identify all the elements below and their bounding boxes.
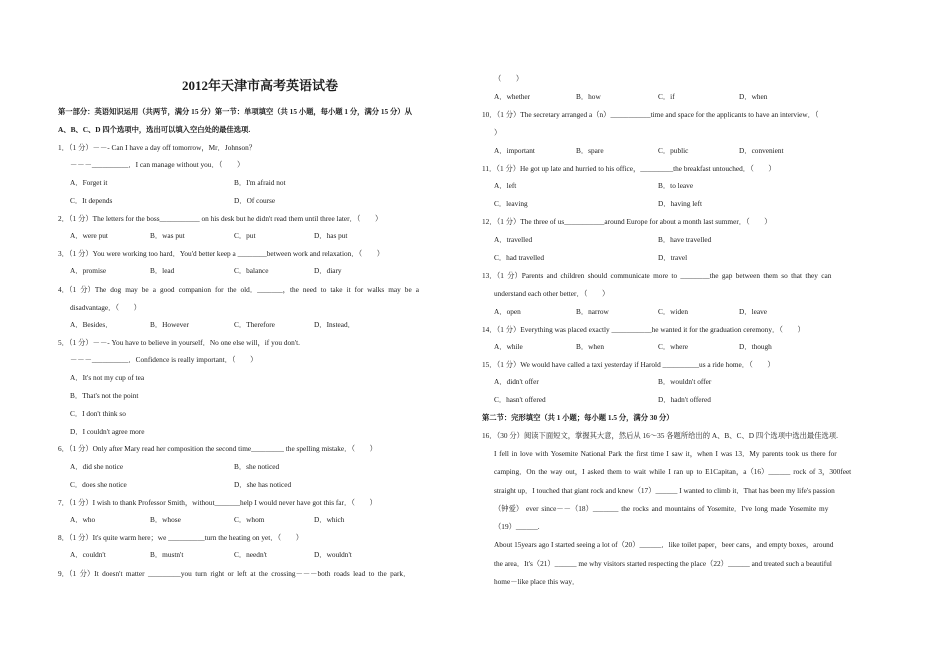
question-12-option-b[interactable]: B．have travelled: [658, 235, 712, 244]
question-15-option-b[interactable]: B．wouldn't offer: [658, 377, 712, 386]
passage-line-7: the area．It's（21）______ me why visitors started respecting the place（22）______ and treated such a beautiful: [494, 559, 832, 568]
question-8-option-c[interactable]: C．needn't: [234, 550, 267, 559]
question-7-option-d[interactable]: D．which: [314, 515, 345, 524]
question-13-option-b[interactable]: B．narrow: [576, 307, 609, 316]
question-13-stem2: understand each other better．（ ）: [494, 289, 610, 298]
passage-line-5: （19）______.: [494, 522, 540, 531]
section1-heading-cont: A、B、C、D 四个选项中，选出可以填入空白处的最佳选项.: [58, 125, 251, 134]
question-12-option-c[interactable]: C．had travelled: [494, 253, 545, 262]
passage-line-3: straight up．I touched that giant rock and knew（17）______ I wanted to climb it．That has been my life's passion: [494, 486, 835, 495]
question-7-option-a[interactable]: A．who: [70, 515, 96, 524]
question-4-stem: 4．（1 分）The dog may be a good companion for the old．_______，the need to take it for walks may be a: [58, 285, 419, 294]
question-12-stem: 12．（1 分）The three of us___________around Europe for about a month last summer．（ ）: [482, 217, 772, 226]
question-3-option-a[interactable]: A．promise: [70, 266, 107, 275]
question-3-option-d[interactable]: D．diary: [314, 266, 342, 275]
question-4-option-d[interactable]: D．Instead．: [314, 320, 355, 329]
passage-line-4: （钟爱） ever since－－（18）_______ the rocks and mountains of Yosemite．I've long made Yosemite my: [494, 504, 829, 513]
question-9-option-d[interactable]: D．when: [739, 92, 768, 101]
question-2-option-b[interactable]: B．was put: [150, 231, 185, 240]
question-12-option-a[interactable]: A．travelled: [494, 235, 533, 244]
question-2-option-d[interactable]: D．has put: [314, 231, 348, 240]
section1-heading: 第一部分：英语知识运用（共两节，满分 15 分）第一节：单项填空（共 15 小题，每小题 1 分，满分 15 分）从: [58, 107, 412, 116]
question-14-option-d[interactable]: D．though: [739, 342, 772, 351]
question-4-option-a[interactable]: A．Besides．: [70, 320, 113, 329]
question-13-option-a[interactable]: A．open: [494, 307, 521, 316]
question-14-stem: 14．（1 分）Everything was placed exactly ___________he wanted it for the graduation ceremony．（ ）: [482, 325, 805, 334]
question-10-option-a[interactable]: A．important: [494, 146, 535, 155]
question-6-option-c[interactable]: C．does she notice: [70, 480, 127, 489]
question-10-option-c[interactable]: C．public: [658, 146, 689, 155]
question-1-option-c[interactable]: C．It depends: [70, 196, 113, 205]
question-14-option-b[interactable]: B．when: [576, 342, 604, 351]
question-10-option-d[interactable]: D．convenient: [739, 146, 784, 155]
question-8-stem: 8．（1 分）It's quite warm here；we __________turn the heating on yet．（ ）: [58, 533, 304, 542]
question-13-option-c[interactable]: C．widen: [658, 307, 688, 316]
question-16-stem: 16．（30 分）阅读下面短文，掌握其大意，然后从 16～35 各题所给出的 A、B、C、D 四个选项中选出最佳选项.: [482, 431, 838, 440]
question-1-stem: 1．（1 分）－－- Can I have a day off tomorrow，Mr．Johnson？: [58, 143, 257, 152]
question-2-option-c[interactable]: C．put: [234, 231, 256, 240]
question-4-stem2: disadvantage．（ ）: [70, 303, 141, 312]
question-7-option-c[interactable]: C．whom: [234, 515, 265, 524]
question-14-option-a[interactable]: A．while: [494, 342, 523, 351]
question-3-option-b[interactable]: B．lead: [150, 266, 175, 275]
question-2-option-a[interactable]: A．were put: [70, 231, 108, 240]
question-15-stem: 15．（1 分）We would have called a taxi yesterday if Harold __________us a ride home．（ ）: [482, 360, 775, 369]
question-11-stem: 11．（1 分）He got up late and hurried to his office，_________the breakfast untouched．（ ）: [482, 164, 776, 173]
question-4-option-b[interactable]: B．However: [150, 320, 189, 329]
question-2-stem: 2．（1 分）The letters for the boss___________ on his desk but he didn't read them until three later．（ ）: [58, 214, 383, 223]
question-7-stem: 7．（1 分）I wish to thank Professor Smith，without_______help I would never have got this far．（ ）: [58, 498, 377, 507]
question-5-option-d[interactable]: D．I couldn't agree more: [70, 427, 145, 436]
question-6-option-d[interactable]: D．she has noticed: [234, 480, 292, 489]
passage-line-8: home－like place this way．: [494, 577, 580, 586]
question-13-option-d[interactable]: D．leave: [739, 307, 767, 316]
question-1-option-d[interactable]: D．Of course: [234, 196, 276, 205]
question-5-stem2: －－－__________．Confidence is really important．（ ）: [70, 355, 258, 364]
question-8-option-d[interactable]: D．wouldn't: [314, 550, 352, 559]
question-13-stem: 13．（1 分）Parents and children should communicate more to ________the gap between them so that they can: [482, 271, 832, 280]
question-5-stem: 5．（1 分）－－- You have to believe in yourself．No one else will，if you don't.: [58, 338, 300, 347]
question-6-stem: 6．（1 分）Only after Mary read her composition the second time_________ the spelling mistake．（ ）: [58, 444, 377, 453]
question-9-option-b[interactable]: B．how: [576, 92, 601, 101]
question-14-option-c[interactable]: C．where: [658, 342, 688, 351]
question-1-stem2: －－－__________．I can manage without you．（ ）: [70, 160, 245, 169]
question-6-option-a[interactable]: A．did she notice: [70, 462, 124, 471]
passage-line-6: About 15years ago I started seeing a lot of（20）______．like toilet paper，beer cans，and empty boxes，around: [494, 540, 834, 549]
question-1-option-b[interactable]: B．I'm afraid not: [234, 178, 286, 187]
question-3-stem: 3．（1 分）You were working too hard．You'd better keep a ________between work and relaxation．（ ）: [58, 249, 385, 258]
question-8-option-a[interactable]: A．couldn't: [70, 550, 106, 559]
question-15-option-a[interactable]: A．didn't offer: [494, 377, 539, 386]
question-11-option-c[interactable]: C．leaving: [494, 199, 528, 208]
question-5-option-b[interactable]: B．That's not the point: [70, 391, 139, 400]
question-9-option-a[interactable]: A．whether: [494, 92, 531, 101]
question-8-option-b[interactable]: B．mustn't: [150, 550, 184, 559]
question-9-option-c[interactable]: C．if: [658, 92, 675, 101]
question-11-option-d[interactable]: D．having left: [658, 199, 702, 208]
passage-line-2: camping．On the way out，I asked them to wait while I ran up to E1Capitan，a（16）______ rock of 3，300feet: [494, 467, 852, 476]
question-11-option-b[interactable]: B．to leave: [658, 181, 694, 190]
question-15-option-d[interactable]: D．hadn't offered: [658, 395, 711, 404]
question-12-option-d[interactable]: D．travel: [658, 253, 688, 262]
question-9-cont: （ ）: [494, 74, 524, 83]
question-1-option-a[interactable]: A．Forget it: [70, 178, 108, 187]
question-10-cont: ）: [494, 128, 502, 137]
question-15-option-c[interactable]: C．hasn't offered: [494, 395, 546, 404]
question-6-option-b[interactable]: B．she noticed: [234, 462, 280, 471]
section2-heading: 第二节：完形填空（共 1 小题；每小题 1.5 分，满分 30 分）: [482, 413, 674, 422]
question-7-option-b[interactable]: B．whose: [150, 515, 181, 524]
question-9-stem: 9．（1 分）It doesn't matter _________you turn right or left at the crossing－－－both roads lead to the park．: [58, 569, 411, 578]
passage-line-1: I fell in love with Yosemite National Park the first time I saw it，when I was 13．My parents took us there for: [494, 449, 837, 458]
question-10-stem: 10．（1 分）The secretary arranged a（n）___________time and space for the applicants to have an interview．（: [482, 110, 819, 119]
question-4-option-c[interactable]: C．Therefore: [234, 320, 275, 329]
question-5-option-c[interactable]: C．I don't think so: [70, 409, 126, 418]
page-title: 2012年天津市高考英语试卷: [182, 78, 339, 93]
question-10-option-b[interactable]: B．spare: [576, 146, 604, 155]
question-3-option-c[interactable]: C．balance: [234, 266, 269, 275]
question-5-option-a[interactable]: A．It's not my cup of tea: [70, 373, 145, 382]
question-11-option-a[interactable]: A．left: [494, 181, 517, 190]
